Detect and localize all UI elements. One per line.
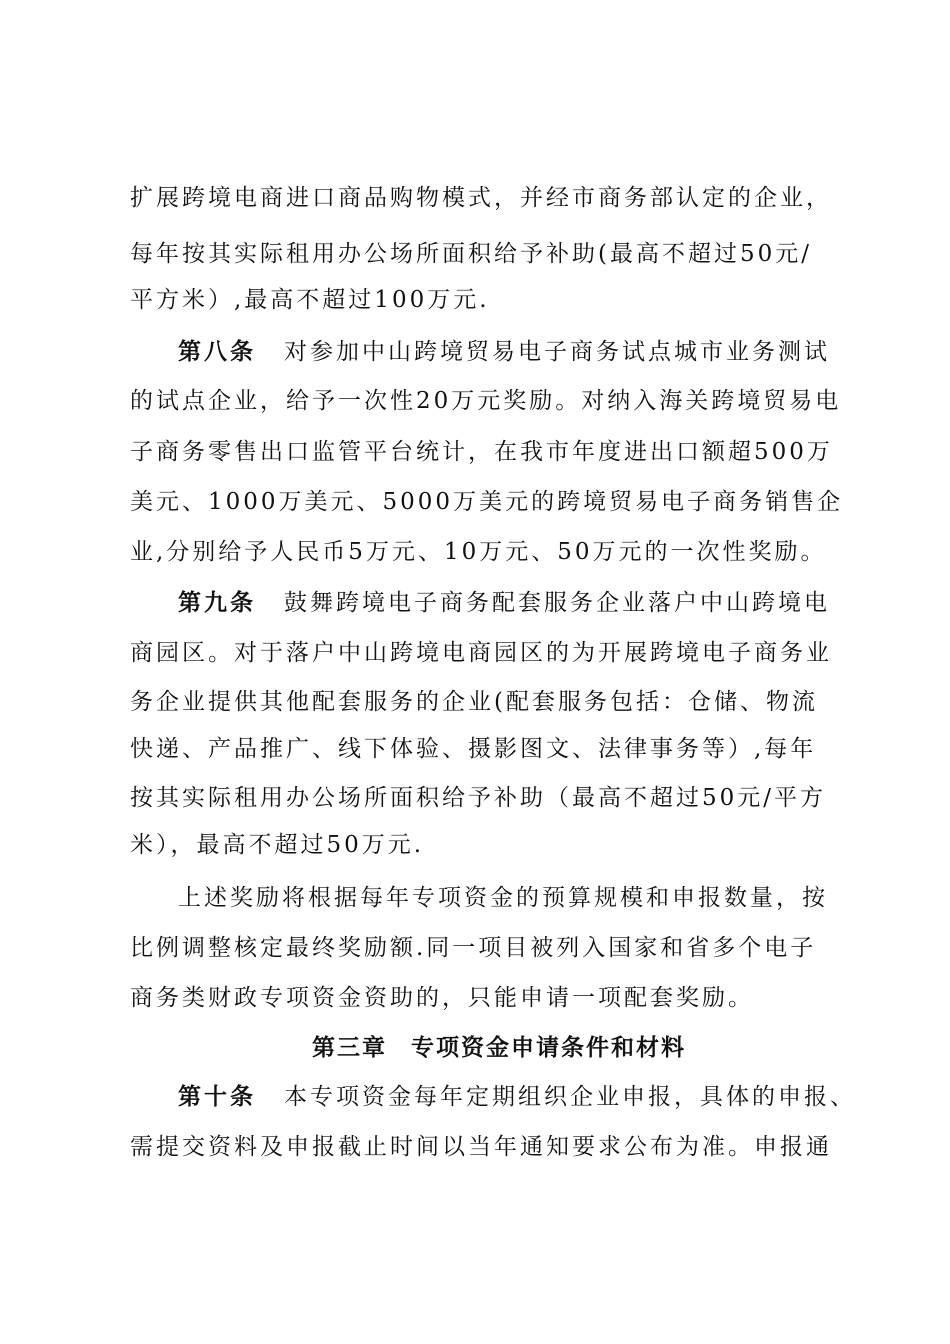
text-line: 子商务零售出口监管平台统计，在我市年度进出口额超500万 xyxy=(130,439,833,465)
article-8-label: 第八条 xyxy=(178,339,256,365)
text-line: 比例调整核定最终奖励额.同一项目被列入国家和省多个电子 xyxy=(130,935,817,961)
article-9-first-line xyxy=(178,588,830,618)
article-10-label: 第十条 xyxy=(178,1084,256,1110)
text-line: 需提交资料及申报截止时间以当年通知要求公布为准。申报通 xyxy=(130,1134,832,1160)
text-line: 按其实际租用办公场所面积给予补助（最高不超过50元/平方 xyxy=(130,785,827,811)
text-line: 商务类财政专项资金资助的，只能申请一项配套奖励。 xyxy=(130,985,754,1011)
article-8-first-line xyxy=(178,337,830,367)
chapter-heading xyxy=(312,1033,686,1063)
text-line: 美元、1000万美元、5000万美元的跨境贸易电子商务销售企 xyxy=(130,489,844,515)
chapter-title: 专项资金申请条件和材料 xyxy=(411,1035,686,1061)
article-10-first-line xyxy=(178,1082,856,1112)
text-line: 务企业提供其他配套服务的企业(配套服务包括：仓储、物流 xyxy=(130,689,818,715)
paragraph-first-line: 上述奖励将根据每年专项资金的预算规模和申报数量，按 xyxy=(178,885,828,911)
text-line: 商园区。对于落户中山跨境电商园区的为开展跨境电子商务业 xyxy=(130,640,832,666)
text-line: 平方米）,最高不超过100万元. xyxy=(130,287,490,313)
text-segment: 对参加中山跨境贸易电子商务试点城市业务测试 xyxy=(284,339,830,365)
article-9-label: 第九条 xyxy=(178,590,256,616)
text-segment: 本专项资金每年定期组织企业申报，具体的申报、 xyxy=(284,1084,856,1110)
text-line: 扩展跨境电商进口商品购物模式，并经市商务部认定的企业， xyxy=(130,185,832,211)
text-line: 快递、产品推广、线下体验、摄影图文、法律事务等）,每年 xyxy=(130,736,817,762)
text-line: 米），最高不超过50万元. xyxy=(130,832,425,858)
text-segment: 鼓舞跨境电子商务配套服务企业落户中山跨境电 xyxy=(284,590,830,616)
text-line: 的试点企业，给予一次性20万元奖励。对纳入海关跨境贸易电 xyxy=(130,388,842,414)
text-line: 业,分别给予人民币5万元、10万元、50万元的一次性奖励。 xyxy=(130,539,827,565)
chapter-label: 第三章 xyxy=(312,1035,387,1061)
text-line: 每年按其实际租用办公场所面积给予补助(最高不超过50元/ xyxy=(130,241,812,267)
